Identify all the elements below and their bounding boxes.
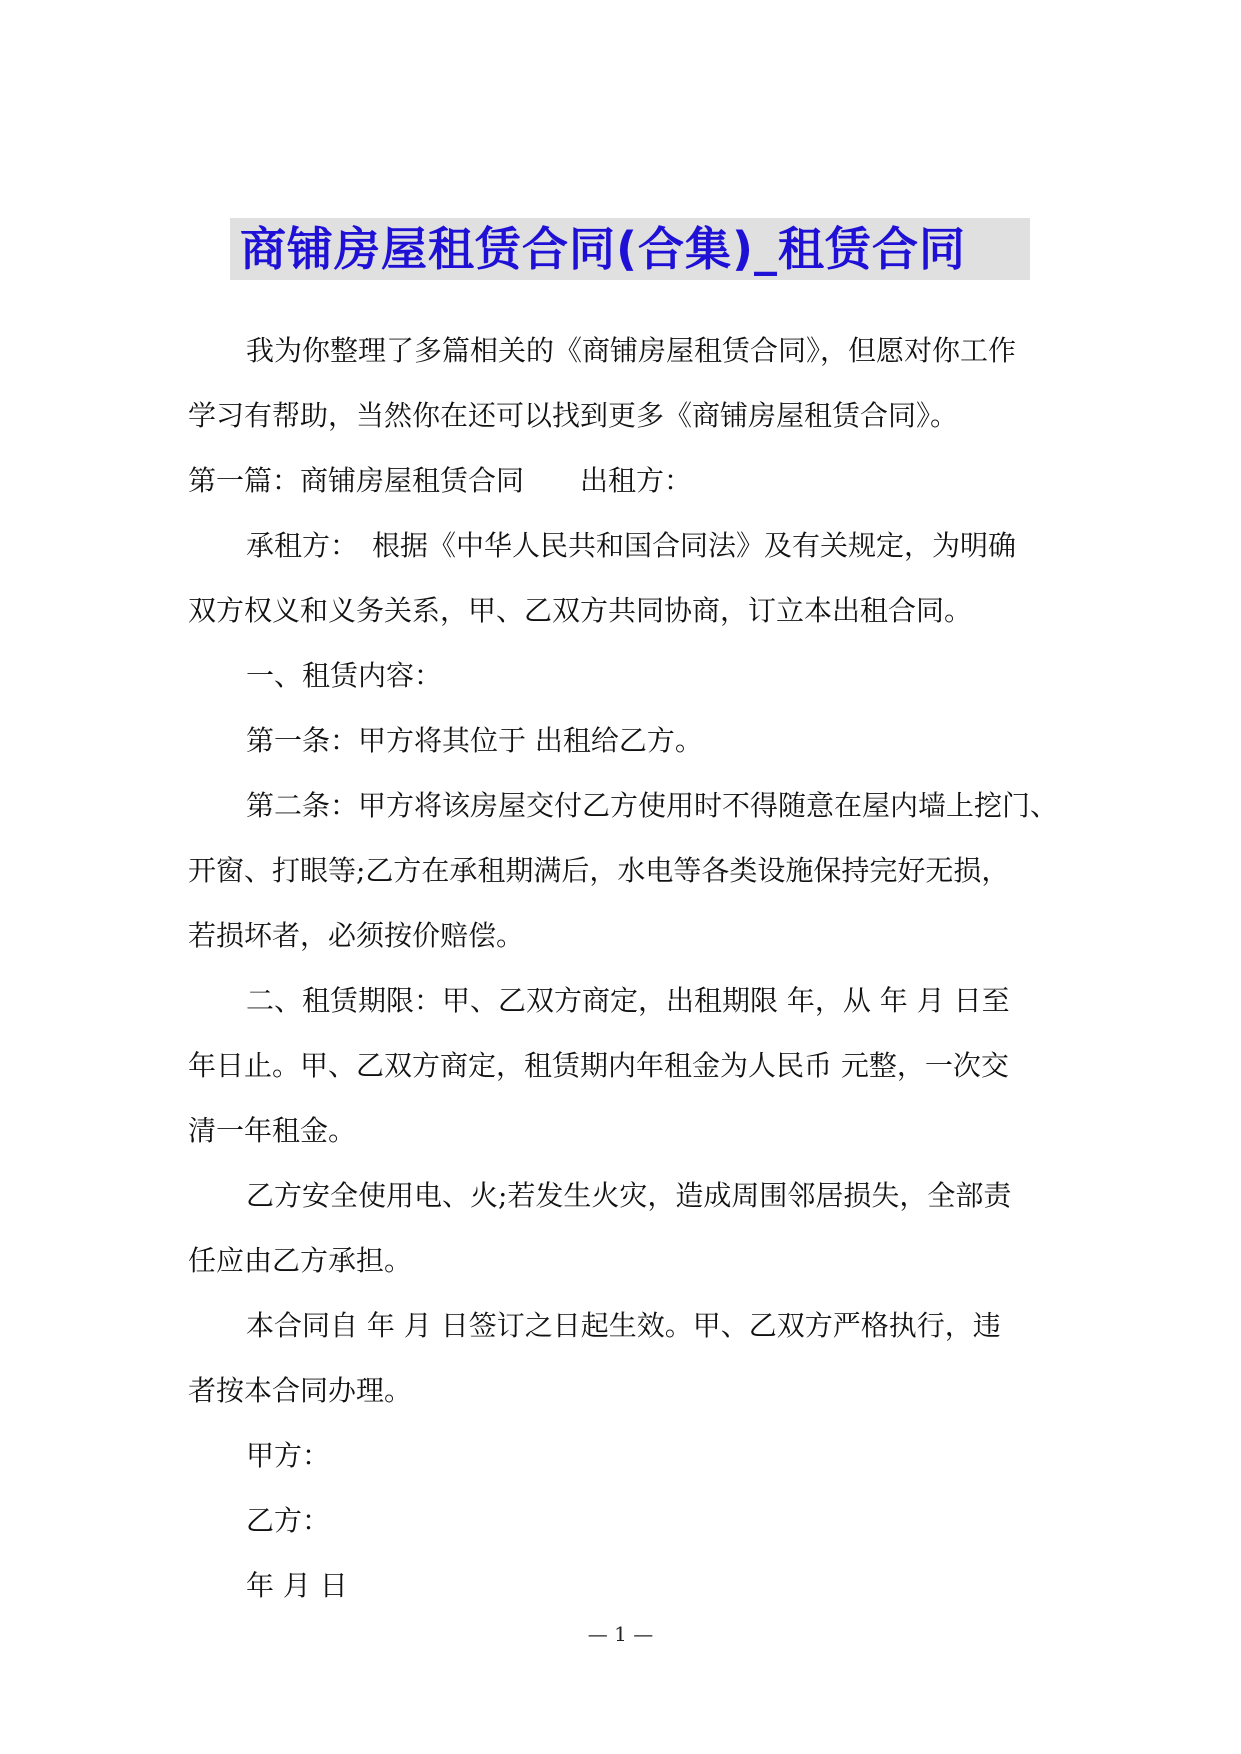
paragraph-line: 年日止。甲、乙双方商定，租赁期内年租金为人民币 元整，一次交 <box>188 1049 1009 1082</box>
title-highlight <box>230 218 1030 280</box>
signature-date: 年 月 日 <box>246 1569 348 1602</box>
document-body <box>188 318 1088 1618</box>
party-a-label: 甲方： <box>246 1439 331 1472</box>
paragraph-line: 者按本合同办理。 <box>188 1374 413 1407</box>
paragraph-line: 乙方安全使用电、火;若发生火灾，造成周围邻居损失，全部责 <box>246 1179 1012 1212</box>
paragraph-line: 若损坏者，必须按价赔偿。 <box>188 919 525 952</box>
page-number: — 1 — <box>587 1622 654 1646</box>
paragraph-line: 双方权义和义务关系，甲、乙双方共同协商，订立本出租合同。 <box>188 594 973 627</box>
paragraph-line: 学习有帮助，当然你在还可以找到更多《商铺房屋租赁合同》。 <box>188 399 959 432</box>
paragraph-line: 第一条：甲方将其位于 出租给乙方。 <box>246 724 703 757</box>
paragraph-line: 清一年租金。 <box>188 1114 357 1147</box>
paragraph-line: 任应由乙方承担。 <box>188 1244 413 1277</box>
section-heading: 一、租赁内容： <box>246 659 443 692</box>
paragraph-line: 承租方： 根据《中华人民共和国合同法》及有关规定，为明确 <box>246 529 1017 562</box>
paragraph-line: 本合同自 年 月 日签订之日起生效。甲、乙双方严格执行，违 <box>246 1309 1001 1342</box>
paragraph-line: 我为你整理了多篇相关的《商铺房屋租赁合同》，但愿对你工作 <box>246 334 1017 367</box>
paragraph-line: 第二条：甲方将该房屋交付乙方使用时不得随意在屋内墙上挖门、 <box>246 789 1059 822</box>
party-b-label: 乙方： <box>246 1504 331 1537</box>
paragraph-line: 开窗、打眼等;乙方在承租期满后，水电等各类设施保持完好无损， <box>188 854 1010 887</box>
paragraph-line: 二、租赁期限：甲、乙双方商定，出租期限 年，从 年 月 日至 <box>246 984 1010 1017</box>
paragraph-line: 第一篇：商铺房屋租赁合同 出租方： <box>188 464 693 497</box>
document-title: 商铺房屋租赁合同(合集)_租赁合同 <box>240 222 967 276</box>
